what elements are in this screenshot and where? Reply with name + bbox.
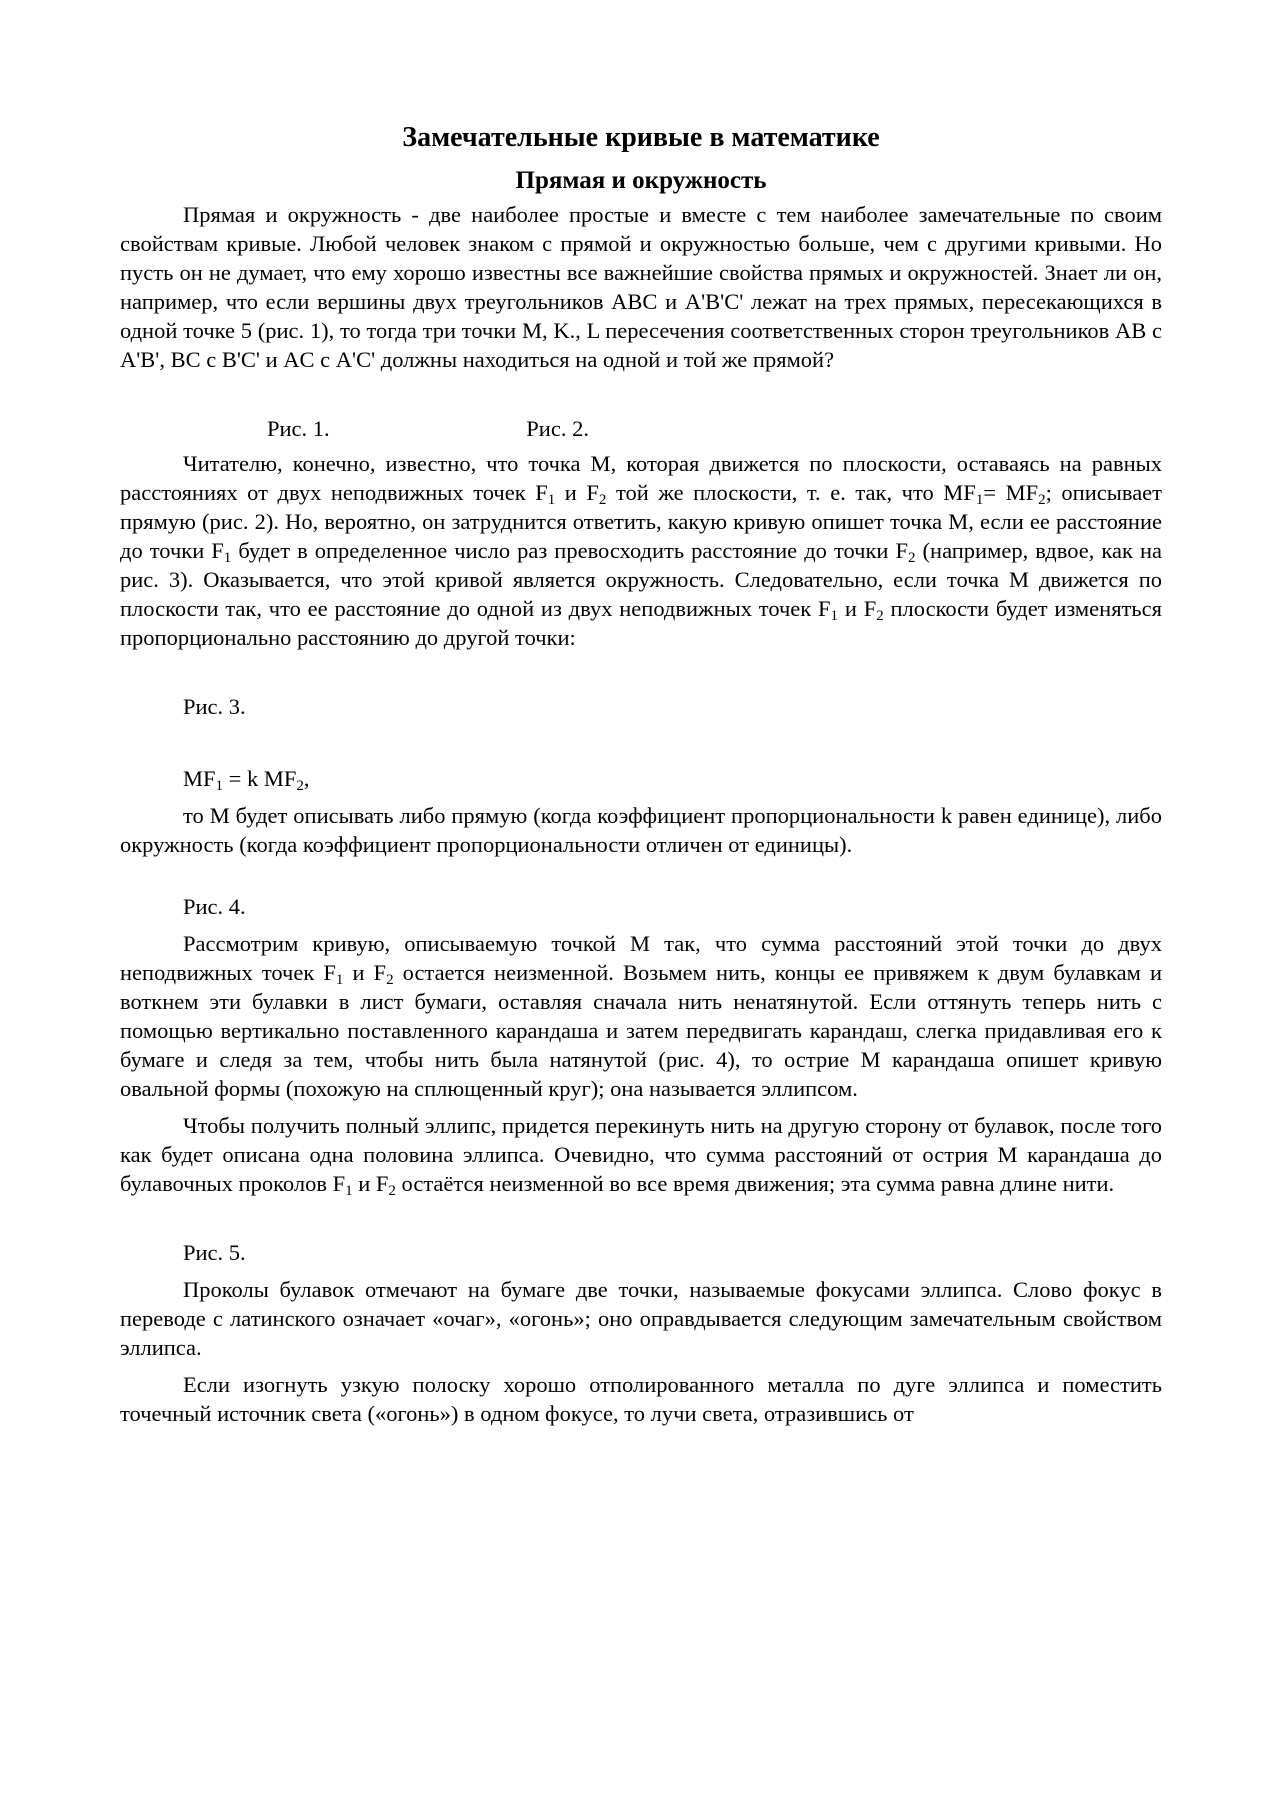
paragraph-3: то М будет описывать либо прямую (когда коэффициент пропорциональности k равен единице), либо окружность (когда коэффициент пропорциональности отличен от единицы). (120, 803, 1162, 857)
paragraph-1: Прямая и окружность - две наиболее простые и вместе с тем наиболее замечательные по своим свойствам кривые. Любой человек знаком с прямой и окружностью больше, чем с другими кривыми. Но пусть он не думает, что ему хорошо известны все важнейшие свойства прямых и окружностей. Знает ли он, например, что если вершины двух треугольников ABC и A'B'C' лежат на трех прямых, пересекающихся в одной точке 5 (рис. 1), то тогда три точки M, K., L пересечения соответственных сторон треугольников AB с A'B', BC с B'C' и AC с A'C' должны находиться на одной и той же прямой? (120, 202, 1162, 372)
paragraph-6: Проколы булавок отмечают на бумаге две точки, называемые фокусами эллипса. Слово фокус в переводе с латинского означает «очаг», «огонь»; оно оправдывается следующим замечательным свойством эллипса. (120, 1277, 1162, 1360)
paragraph-5: Чтобы получить полный эллипс, придется перекинуть нить на другую сторону от булавок, после того как будет описана одна половина эллипса. Очевидно, что сумма расстояний от острия М карандаша до булавочных проколов $F_1$ и $F_2$ остаётся неизменной во все время движения; эта сумма равна длине нити. (120, 1113, 1162, 1199)
section-heading: Прямая и окружность (515, 167, 767, 194)
figure-caption-2: Рис. 2. (526, 416, 589, 441)
document-page (120, 100, 1162, 1428)
paragraph-7: Если изогнуть узкую полоску хорошо отполированного металла по дуге эллипса и поместить точечный источник света («огонь») в одном фокусе, то лучи света, отразившись от (120, 1372, 1162, 1426)
figure-caption-row (120, 414, 1162, 443)
document-title: Замечательные кривые в математике (402, 122, 880, 153)
paragraph-4: Рассмотрим кривую, описываемую точкой М так, что сумма расстояний этой точки до двух неподвижных точек $F_1$ и $F_2$ остается неизменной. Возьмем нить, концы ее привяжем к двум булавкам и воткнем эти булавки в лист бумаги, оставляя сначала нить ненатянутой. Если оттянуть теперь нить с помощью вертикально поставленного карандаша и затем передвигать карандаш, слегка придавливая его к бумаге и следя за тем, чтобы нить была натянутой (рис. 4), то острие М карандаша опишет кривую овальной формы (похожую на сплющенный круг); она называется эллипсом. (120, 931, 1162, 1101)
paragraph-2: Читателю, конечно, известно, что точка М, которая движется по плоскости, оставаясь на равных расстояниях от двух неподвижных точек $F_1$ и $F_2$ той же плоскости, т. е. так, что $MF_1= MF_2$; описывает прямую (рис. 2). Но, вероятно, он затруднится ответить, какую кривую опишет точка М, если ее расстояние до точки $F_1$ будет в определенное число раз превосходить расстояние до точки $F_2$ (например, вдвое, как на рис. 3). Оказывается, что этой кривой является окружность. Следовательно, если точка М движется по плоскости так, что ее расстояние до одной из двух неподвижных точек $F_1$ и $F_2$ плоскости будет изменяться пропорционально расстоянию до другой точки: (120, 451, 1162, 650)
figure-caption-5: Рис. 5. (183, 1240, 246, 1265)
figure-caption-3: Рис. 3. (183, 694, 246, 719)
figure-caption-1: Рис. 1. (267, 416, 330, 441)
figure-caption-4: Рис. 4. (183, 894, 246, 919)
formula: $MF_1 = k$ $MF_2$, (183, 766, 310, 794)
